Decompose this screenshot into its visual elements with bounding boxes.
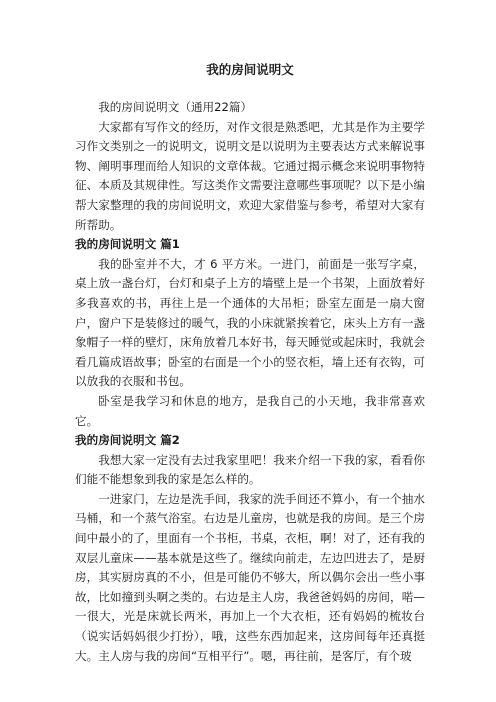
section1-paragraph-1: 我的卧室并不大，才 6 平方米。一进门，前面是一张写字桌，桌上放一盏台灯，台灯和桌子上方的墙壁上是一个书架，上面放着好多我喜欢的书，再往上是一个通体的大吊柜；卧室左面是一扇大窗户，窗户下是装修过的暖气，我的小床就紧挨着它，床头上方有一盏象帽子一样的壁灯，床角放着几本好书，每天睡觉或起床时，我就会看几篇成语故事；卧室的右面是一个小的竖衣柜，墙上还有衣钩，可以放我的衣服和书包。 (75, 256, 425, 389)
intro-paragraph: 大家都有写作文的经历，对作文很是熟悉吧，尤其是作为主要学习作文类别之一的说明文，说明文是以说明为主要表达方式来解说事物、阐明事理而给人知识的文章体裁。它通过揭示概念来说明事物特征、本质及其规律性。写这类作文需要注意哪些事项呢？以下是小编帮大家整理的我的房间说明文，欢迎大家借鉴与参考，希望对大家有所帮助。 (75, 119, 425, 232)
document-subtitle: 我的房间说明文（通用22篇） (98, 100, 253, 114)
document-title: 我的房间说明文 (206, 62, 294, 77)
section1-paragraph-2: 卧室是我学习和休息的地方，是我自己的小天地，我非常喜欢它。 (75, 393, 425, 428)
section-heading-2: 我的房间说明文 篇2 (75, 433, 180, 448)
section2-paragraph-2: 一进家门，左边是洗手间，我家的洗手间还不算小，有一个抽水马桶，和一个蒸气浴室。右边是儿童房，也就是我的房间。是三个房间中最小的了，里面有一个书柜，书桌，衣柜，啊！对了，还有我的双层儿童床——基本就是这些了。继续向前走，左边凹进去了，是厨房，其实厨房真的不小，但是可能仍不够大，所以偶尔会出一些小事故，比如撞到头啊之类的。右边是主人房，我爸爸妈妈的房间，喏—一很大，光是床就长两米，再加上一个大衣柜，还有妈妈的梳妆台（说实话妈妈很少打扮），哦，这些东西加起来，这房间每年还真挺大。主人房与我的房间“互相平行”。嗯，再往前，是客厅，有个玻 (75, 491, 425, 663)
section2-paragraph-1: 我想大家一定没有去过我家里吧！我来介绍一下我的家，看看你们能不能想象到我的家是怎么样的。 (75, 452, 425, 487)
section-heading-1: 我的房间说明文 篇1 (75, 237, 180, 252)
